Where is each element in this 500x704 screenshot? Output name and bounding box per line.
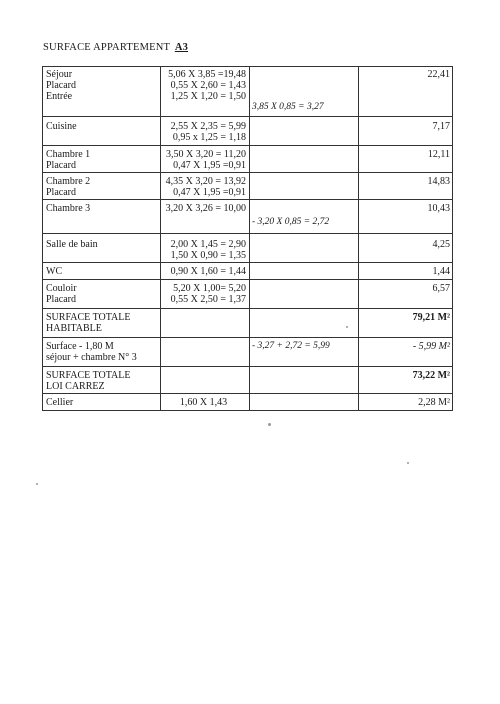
dimensions-cell: [161, 173, 250, 200]
dimension-line: 0,55 X 2,60 = 1,43: [170, 80, 246, 91]
total-cell: 4,25: [359, 234, 453, 263]
room-cell: [43, 200, 161, 234]
table-row: [43, 280, 453, 309]
room-cell: [43, 263, 161, 280]
room-cell: [43, 394, 161, 411]
calculation-cell: [250, 309, 359, 338]
apartment-unit: A3: [174, 42, 189, 53]
room-name: Surface - 1,80 M: [46, 341, 114, 352]
calculation-cell: [250, 367, 359, 394]
total-cell: 1,44: [359, 263, 453, 280]
dimension-line: 0,55 X 2,50 = 1,37: [170, 294, 246, 305]
table-row: [43, 309, 453, 338]
table-row: [43, 394, 453, 411]
room-cell: [43, 67, 161, 117]
dimension-line: 1,50 X 0,90 = 1,35: [170, 250, 246, 261]
dimensions-cell: [161, 280, 250, 309]
room-name: Chambre 2: [46, 176, 91, 187]
calculation-cell: [250, 200, 359, 234]
room-name: SURFACE TOTALE: [46, 370, 131, 381]
table-row: [43, 367, 453, 394]
dimensions-cell: [161, 338, 250, 367]
room-cell: [43, 146, 161, 173]
calculation-cell: [250, 280, 359, 309]
room-cell: [43, 117, 161, 146]
table-row: [43, 200, 453, 234]
room-name: LOI CARREZ: [46, 381, 105, 392]
total-cell: - 5,99 M²: [359, 338, 453, 367]
room-name: Placard: [46, 80, 76, 91]
total-cell: 10,43: [359, 200, 453, 234]
room-cell: [43, 309, 161, 338]
scan-speck: [346, 326, 348, 328]
table-row: [43, 338, 453, 367]
room-name: Cuisine: [46, 121, 77, 132]
dimension-line: 2,55 X 2,35 = 5,99: [170, 121, 246, 132]
dimensions-cell: [161, 200, 250, 234]
table-row: [43, 234, 453, 263]
total-cell: 7,17: [359, 117, 453, 146]
dimension-line: 5,20 X 1,00= 5,20: [173, 283, 246, 294]
room-name: Chambre 1: [46, 149, 91, 160]
dimensions-cell: [161, 234, 250, 263]
total-cell: 22,41: [359, 67, 453, 117]
table-row: [43, 67, 453, 117]
dimension-line: 3,20 X 3,26 = 10,00: [165, 203, 246, 214]
dimension-line: 0,90 X 1,60 = 1,44: [170, 266, 246, 277]
room-name: Séjour: [46, 69, 73, 80]
room-cell: [43, 280, 161, 309]
table-row: [43, 263, 453, 280]
scan-speck: [268, 423, 271, 426]
calculation-text: - 3,20 X 0,85 = 2,72: [252, 217, 330, 227]
dimensions-cell: [161, 146, 250, 173]
room-cell: [43, 367, 161, 394]
dimensions-cell: [161, 67, 250, 117]
calculation-cell: [250, 173, 359, 200]
room-name: Entrée: [46, 91, 73, 102]
dimension-line: 0,47 X 1,95 =0,91: [173, 160, 246, 171]
calculation-cell: [250, 234, 359, 263]
dimension-line: 0,47 X 1,95 =0,91: [173, 187, 246, 198]
room-cell: [43, 338, 161, 367]
total-cell: 12,11: [359, 146, 453, 173]
total-cell: 14,83: [359, 173, 453, 200]
room-name: Placard: [46, 187, 76, 198]
room-name: Cellier: [46, 397, 74, 408]
calculation-text: 3,85 X 0,85 = 3,27: [252, 102, 324, 112]
dimensions-cell: [161, 309, 250, 338]
total-carrez-value: 73,22 M²: [359, 367, 453, 394]
dimension-line: 3,50 X 3,20 = 11,20: [166, 149, 246, 160]
document-title: [43, 42, 188, 53]
room-name: HABITABLE: [46, 323, 102, 334]
dimensions-cell: [161, 394, 250, 411]
table-row: [43, 117, 453, 146]
dimension-line: 1,60 X 1,43: [179, 397, 228, 408]
dimension-line: 5,06 X 3,85 =19,48: [168, 69, 246, 80]
room-name: Salle de bain: [46, 239, 98, 250]
table-row: [43, 146, 453, 173]
calculation-cell: [250, 338, 359, 367]
room-cell: [43, 234, 161, 263]
calculation-cell: [250, 263, 359, 280]
dimension-line: 1,25 X 1,20 = 1,50: [170, 91, 246, 102]
room-name: Placard: [46, 160, 76, 171]
room-name: WC: [46, 266, 63, 277]
room-name: Chambre 3: [46, 203, 91, 214]
total-habitable-value: 79,21 M²: [359, 309, 453, 338]
dimension-line: 4,35 X 3,20 = 13,92: [165, 176, 246, 187]
scan-speck: [407, 462, 409, 464]
room-name: Placard: [46, 294, 76, 305]
dimensions-cell: [161, 263, 250, 280]
total-cell: 6,57: [359, 280, 453, 309]
room-name: Couloir: [46, 283, 77, 294]
total-cell: 2,28 M²: [359, 394, 453, 411]
surface-table: [42, 66, 453, 411]
calculation-cell: [250, 146, 359, 173]
room-name: SURFACE TOTALE: [46, 312, 131, 323]
dimension-line: 0,95 x 1,25 = 1,18: [172, 132, 246, 143]
dimensions-cell: [161, 367, 250, 394]
calculation-cell: [250, 394, 359, 411]
calculation-text: - 3,27 + 2,72 = 5,99: [252, 341, 330, 351]
title-label: SURFACE APPARTEMENT: [43, 42, 170, 53]
table-row: [43, 173, 453, 200]
calculation-cell: [250, 117, 359, 146]
room-cell: [43, 173, 161, 200]
scan-speck: [36, 483, 38, 485]
room-name: séjour + chambre N° 3: [46, 352, 137, 363]
dimension-line: 2,00 X 1,45 = 2,90: [170, 239, 246, 250]
calculation-cell: [250, 67, 359, 117]
dimensions-cell: [161, 117, 250, 146]
